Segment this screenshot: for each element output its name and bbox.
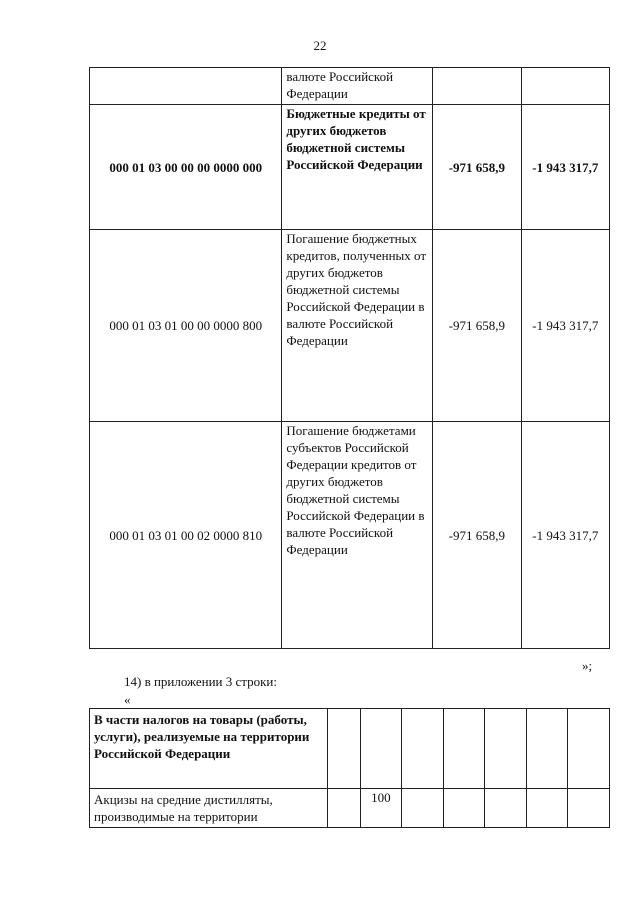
empty-cell <box>443 709 485 789</box>
value-cell <box>521 68 609 105</box>
empty-cell <box>328 789 360 828</box>
empty-cell <box>526 789 568 828</box>
code-cell: 000 01 03 01 00 00 0000 800 <box>90 230 282 422</box>
table-row <box>90 68 610 105</box>
value-cell: -971 658,9 <box>433 230 521 422</box>
name-cell: валюте Российской Федерации <box>282 68 433 105</box>
closing-quote: »; <box>582 658 593 673</box>
code-cell: 000 01 03 00 00 00 0000 000 <box>90 105 282 230</box>
paragraph: 14) в приложении 3 строки: <box>124 674 277 689</box>
table-row <box>90 230 610 422</box>
table-row <box>90 789 610 828</box>
empty-cell <box>360 709 402 789</box>
empty-cell <box>568 789 610 828</box>
code-cell <box>90 68 282 105</box>
page-number: 22 <box>313 38 327 53</box>
empty-cell <box>402 789 444 828</box>
row-label-cell: Акцизы на средние дистилляты, производимые на территории <box>90 789 328 828</box>
empty-cell <box>526 709 568 789</box>
table-row <box>90 422 610 649</box>
appendix-table <box>89 708 610 828</box>
name-cell: Бюджетные кредиты от других бюджетов бюджетной системы Российской Федерации <box>282 105 433 230</box>
empty-cell <box>485 709 527 789</box>
code-cell: 000 01 03 01 00 02 0000 810 <box>90 422 282 649</box>
name-cell: Погашение бюджетных кредитов, полученных от других бюджетов бюджетной системы Российской Федерации в валюте Российской Федерации <box>282 230 433 422</box>
empty-cell <box>568 709 610 789</box>
value-cell: -1 943 317,7 <box>521 105 609 230</box>
value-cell: -971 658,9 <box>433 105 521 230</box>
value-cell: 100 <box>360 789 402 828</box>
value-cell <box>433 68 521 105</box>
empty-cell <box>328 709 360 789</box>
opening-quote: « <box>124 692 131 707</box>
empty-cell <box>402 709 444 789</box>
value-cell: -1 943 317,7 <box>521 230 609 422</box>
table-row <box>90 105 610 230</box>
empty-cell <box>485 789 527 828</box>
table-row <box>90 709 610 789</box>
value-cell: -1 943 317,7 <box>521 422 609 649</box>
value-cell: -971 658,9 <box>433 422 521 649</box>
name-cell: Погашение бюджетами субъектов Российской Федерации кредитов от других бюджетов бюджетной системы Российской Федерации в валюте Российской Федерации <box>282 422 433 649</box>
section-header-cell: В части налогов на товары (работы, услуги), реализуемые на территории Российской Федерации <box>90 709 328 789</box>
empty-cell <box>443 789 485 828</box>
budget-table <box>89 67 610 649</box>
